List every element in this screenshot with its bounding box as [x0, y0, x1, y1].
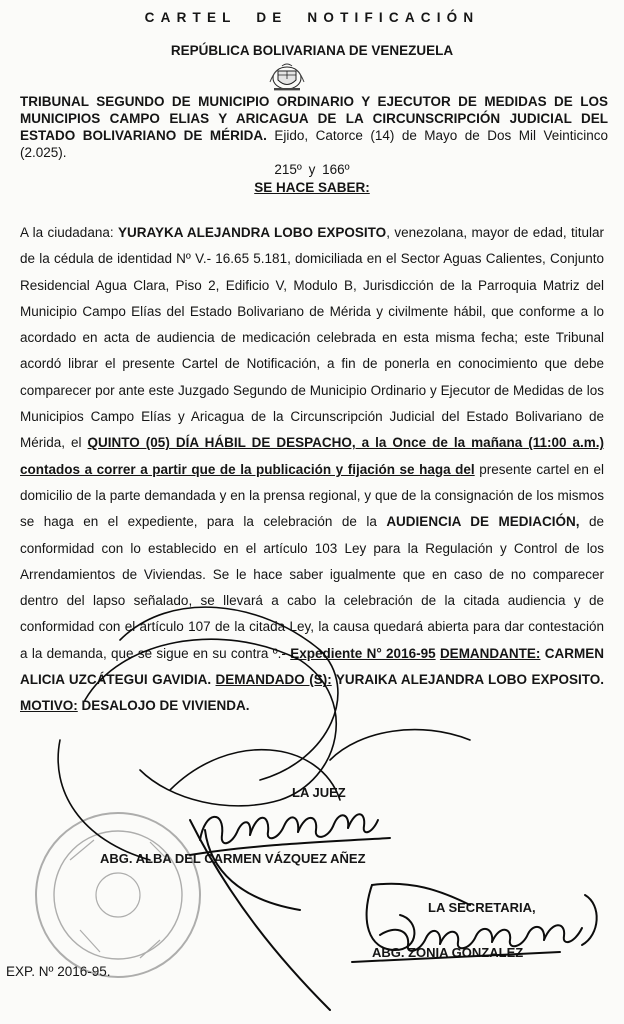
- judge-title: LA JUEZ: [292, 785, 346, 800]
- se-hace-saber-heading: SE HACE SABER:: [254, 180, 370, 195]
- document-title: CARTEL DE NOTIFICACIÓN: [144, 10, 480, 25]
- judge-name: ABG. ALBA DEL CARMEN VÁZQUEZ AÑEZ: [100, 851, 366, 866]
- body-text-3: de conformidad con lo establecido en el artículo 103 Ley para la Regulación y Control de los Arrendamientos de Viviendas. Se le hace saber igualmente que en caso de no comparecer dentro del lapso señalado, se llevará a cabo la celebración de la citada audiencia y de conformidad con el artículo 107 de la citada Ley, la causa quedará abierta para dar contestación a la demanda, que se sigue en su contra º.-: [20, 514, 604, 661]
- motive-label: MOTIVO:: [20, 698, 78, 714]
- secretary-title: LA SECRETARIA,: [428, 900, 536, 915]
- secretary-name: ABG. ZONIA GONZALEZ: [372, 945, 524, 960]
- case-number: Expediente N° 2016-95: [290, 645, 436, 661]
- republic-heading: REPÚBLICA BOLIVARIANA DE VENEZUELA: [170, 43, 454, 58]
- footer-case-number: EXP. Nº 2016-95.: [6, 964, 111, 979]
- anniversary-years: 215º y 166º: [274, 162, 350, 177]
- plaintiff-name: CARMEN ALICIA UZCÁTEGUI GAVIDIA.: [20, 645, 605, 688]
- body-text-2: presente cartel en el domicilio de la parte demandada y en la prensa regional, y que de la consignación de los mismos se haga en el expediente, para la celebración de la: [20, 461, 604, 530]
- body-text-1: , venezolana, mayor de edad, titular de la cédula de identidad Nº V.- 16.65 5.181, domiciliada en el Sector Aguas Calientes, Conjunto Residencial Agua Clara, Piso 2, Edificio V, Modulo B, Jurisdicción de la Parroquia Matriz del Municipio Campo Elías del Estado Bolivariano de Mérida y civilmente hábil, que conforme a lo acordado en acta de audiencia de medicación celebrada en esta misma fecha; este Tribunal acordó librar el presente Cartel de Notificación, a fin de ponerla en conocimiento que debe comparecer por ante este Juzgado Segundo de Municipio Ordinario y Ejecutor de Medidas de los Municipios Campo Elías y Aricagua de la Circunscripción Judicial del Estado Bolivariano de Mérida, el: [20, 225, 604, 451]
- citizen-name: YURAYKA ALEJANDRA LOBO EXPOSITO: [117, 225, 387, 240]
- coat-of-arms-icon: [264, 62, 310, 92]
- defendant-label: DEMANDADO (S):: [215, 672, 332, 688]
- motive-value: DESALOJO DE VIVIENDA.: [77, 698, 250, 714]
- plaintiff-label: DEMANDANTE:: [439, 645, 541, 661]
- appearance-deadline: QUINTO (05) DÍA HÁBIL DE DESPACHO, a la Once de la mañana (11:00 a.m.) contados a correr a partir que de la publicación y fijación se haga del: [20, 435, 604, 477]
- court-stamp-icon: [36, 813, 200, 977]
- defendant-name: YURAIKA ALEJANDRA LOBO EXPOSITO.: [331, 672, 604, 688]
- tribunal-block: [20, 93, 608, 161]
- body-intro: A la ciudadana:: [20, 225, 118, 240]
- hearing-type: AUDIENCIA DE MEDIACIÓN,: [386, 514, 580, 530]
- judge-signature-icon: [190, 814, 390, 1010]
- tribunal-name: TRIBUNAL SEGUNDO DE MUNICIPIO ORDINARIO Y EJECUTOR DE MEDIDAS DE LOS MUNICIPIOS CAMPO ELIAS Y ARICAGUA DE LA CIRCUNSCRIPCIÓN JUDICIAL DEL ESTADO BOLIVARIANO DE MÉRIDA.: [20, 94, 608, 143]
- notification-body: [20, 220, 604, 720]
- place-date: Ejido, Catorce (14) de Mayo de Dos Mil Veinticinco (2.025).: [20, 128, 608, 160]
